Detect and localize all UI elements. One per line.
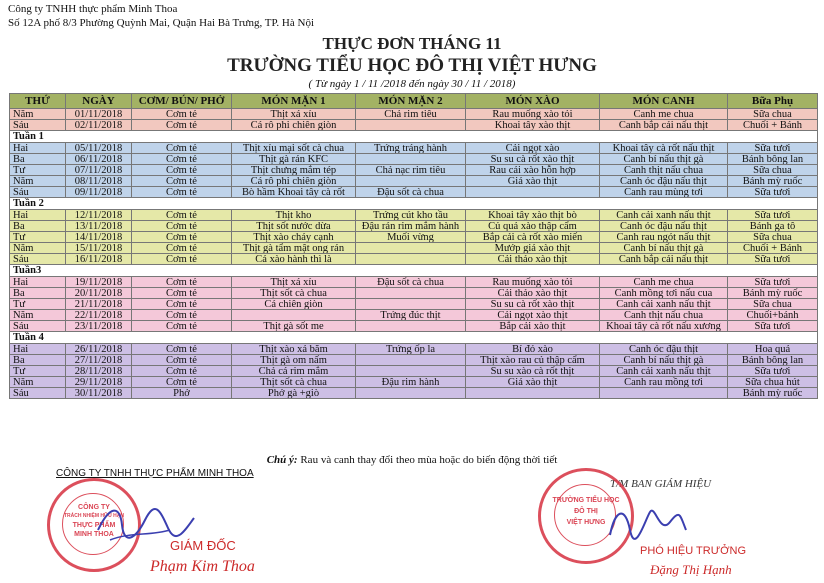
table-cell: 01/11/2018 [66, 109, 132, 120]
column-header: MÓN MẶN 1 [232, 94, 356, 109]
left-name: Phạm Kim Thoa [150, 558, 255, 575]
table-cell: Sữa tươi [728, 321, 818, 332]
table-row [10, 154, 818, 165]
table-cell: Canh me chua [600, 109, 728, 120]
table-cell: Cơm tẻ [132, 221, 232, 232]
table-cell: Năm [10, 176, 66, 187]
table-cell: Giá xào thịt [466, 377, 600, 388]
week-label: Tuần3 [10, 265, 818, 277]
table-cell: Canh thịt nấu chua [600, 310, 728, 321]
table-cell: Thịt gà rán KFC [232, 154, 356, 165]
table-cell: Ba [10, 154, 66, 165]
table-cell: Bò hầm Khoai tây cà rốt [232, 187, 356, 198]
table-cell: Cơm tẻ [132, 321, 232, 332]
table-cell: Canh rau mùng tơi [600, 187, 728, 198]
table-cell [356, 299, 466, 310]
table-cell: 20/11/2018 [66, 288, 132, 299]
column-header: NGÀY [66, 94, 132, 109]
table-cell: Năm [10, 310, 66, 321]
table-cell: Chuối + Bánh [728, 243, 818, 254]
column-header: Bữa Phụ [728, 94, 818, 109]
table-cell: Năm [10, 243, 66, 254]
table-cell: Rau cải xào hỗn hợp [466, 165, 600, 176]
table-cell: Tư [10, 232, 66, 243]
table-cell: 05/11/2018 [66, 143, 132, 154]
table-cell: Thịt xá xíu [232, 109, 356, 120]
table-header-row [10, 94, 818, 109]
table-cell [356, 254, 466, 265]
table-cell: Bắp cải xào thịt [466, 321, 600, 332]
table-cell: 08/11/2018 [66, 176, 132, 187]
table-cell: Trứng cút kho tầu [356, 210, 466, 221]
table-cell [356, 176, 466, 187]
table-cell: Hai [10, 277, 66, 288]
stamp-line: TRƯỜNG TIỂU HỌC [552, 497, 620, 504]
table-cell: Sữa chua [728, 109, 818, 120]
table-cell: Cơm tẻ [132, 344, 232, 355]
menu-title: THỰC ĐƠN THÁNG 11 [322, 34, 502, 53]
table-cell: Cải thảo xào thịt [466, 288, 600, 299]
table-row [10, 321, 818, 332]
table-cell: Mướp giá xào thịt [466, 243, 600, 254]
table-cell: Thịt kho [232, 210, 356, 221]
table-cell: Bánh mỳ ruốc [728, 288, 818, 299]
table-cell: Tư [10, 299, 66, 310]
table-cell: Thịt sốt nước dừa [232, 221, 356, 232]
stamp-line: CÔNG TY [78, 504, 110, 511]
table-cell: Chả rim tiêu [356, 109, 466, 120]
week-row [10, 131, 818, 143]
table-cell: Giá xào thịt [466, 176, 600, 187]
table-cell: 06/11/2018 [66, 154, 132, 165]
table-cell: Ba [10, 355, 66, 366]
table-cell: 29/11/2018 [66, 377, 132, 388]
table-cell: Bánh ga tô [728, 221, 818, 232]
week-row [10, 332, 818, 344]
table-cell: Khoai tây xào thịt bò [466, 210, 600, 221]
table-cell: Sáu [10, 321, 66, 332]
table-cell: Trứng tráng hành [356, 143, 466, 154]
table-cell: 28/11/2018 [66, 366, 132, 377]
table-cell: Hai [10, 210, 66, 221]
left-company-label: CÔNG TY TNHH THỰC PHẨM MINH THOA [56, 468, 254, 479]
note [0, 454, 824, 466]
table-cell: Su su cà rốt xào thịt [466, 154, 600, 165]
stamp-line: MINH THOA [74, 531, 114, 538]
table-cell: Thịt xá xíu [232, 277, 356, 288]
table-cell [356, 355, 466, 366]
table-cell: Sữa tươi [728, 277, 818, 288]
table-cell [466, 187, 600, 198]
table-cell: Muối vừng [356, 232, 466, 243]
table-cell: Khoai tây cà rốt nấu xương [600, 321, 728, 332]
table-cell: Cơm tẻ [132, 377, 232, 388]
date-range: ( Từ ngày 1 / 11 /2018 đến ngày 30 / 11 / 2018) [308, 78, 516, 90]
table-cell: Cơm tẻ [132, 176, 232, 187]
table-cell: 21/11/2018 [66, 299, 132, 310]
table-row [10, 210, 818, 221]
table-row [10, 165, 818, 176]
table-row [10, 366, 818, 377]
table-cell: Thịt chưng mắm tép [232, 165, 356, 176]
table-cell: Sáu [10, 187, 66, 198]
table-cell: Trứng đúc thịt [356, 310, 466, 321]
column-header: CƠM/ BÚN/ PHỞ [132, 94, 232, 109]
table-cell: 26/11/2018 [66, 344, 132, 355]
table-row [10, 221, 818, 232]
table-cell: Canh cải xanh nấu thịt [600, 299, 728, 310]
table-cell: Cơm tẻ [132, 120, 232, 131]
table-cell: Thịt sốt cà chua [232, 288, 356, 299]
column-header: MÓN XÀO [466, 94, 600, 109]
table-cell: 27/11/2018 [66, 355, 132, 366]
table-cell: Cơm tẻ [132, 187, 232, 198]
table-cell: Canh me chua [600, 277, 728, 288]
table-cell: Tư [10, 366, 66, 377]
table-cell: Năm [10, 109, 66, 120]
table-cell: Canh cải xanh nấu thịt [600, 210, 728, 221]
table-cell: Hai [10, 143, 66, 154]
table-row [10, 310, 818, 321]
table-cell: Thịt gà tẩm mật ong rán [232, 243, 356, 254]
table-cell: Sữa tươi [728, 254, 818, 265]
table-row [10, 288, 818, 299]
table-cell: Canh óc đậu nấu thịt [600, 221, 728, 232]
table-row [10, 243, 818, 254]
table-cell: Chả cá rim mắm [232, 366, 356, 377]
table-cell [356, 120, 466, 131]
table-cell: Cơm tẻ [132, 232, 232, 243]
table-cell [356, 388, 466, 399]
table-cell: Cơm tẻ [132, 310, 232, 321]
table-cell [356, 288, 466, 299]
table-cell [356, 321, 466, 332]
column-header: THỨ [10, 94, 66, 109]
week-row [10, 198, 818, 210]
table-cell: 13/11/2018 [66, 221, 132, 232]
table-cell: Cá rô phi chiên giòn [232, 176, 356, 187]
table-cell [356, 154, 466, 165]
table-row [10, 377, 818, 388]
table-cell: Chuối + Bánh [728, 120, 818, 131]
table-cell: Sữa chua hút [728, 377, 818, 388]
table-cell: Thịt xíu mại sốt cà chua [232, 143, 356, 154]
table-cell: Cá xào hành thì là [232, 254, 356, 265]
table-cell: Sữa tươi [728, 366, 818, 377]
week-label: Tuần 1 [10, 131, 818, 143]
table-cell: 23/11/2018 [66, 321, 132, 332]
stamp-line: THỰC PHẨM [72, 522, 116, 529]
table-cell: Thịt xào rau củ thập cẩm [466, 355, 600, 366]
table-cell: Đậu sốt cà chua [356, 277, 466, 288]
table-row [10, 277, 818, 288]
table-cell: Năm [10, 377, 66, 388]
table-cell: Sáu [10, 388, 66, 399]
table-cell: Canh rau mồng tơi [600, 377, 728, 388]
right-heading: T/M BAN GIÁM HIỆU [610, 478, 712, 490]
week-label: Tuần 4 [10, 332, 818, 344]
table-cell: Cơm tẻ [132, 277, 232, 288]
table-cell: Đậu rim hành [356, 377, 466, 388]
table-cell: Bánh bông lan [728, 154, 818, 165]
table-cell: Canh bắp cải nấu thịt [600, 254, 728, 265]
table-cell: Tư [10, 165, 66, 176]
table-cell: Bắp cải cà rốt xào miến [466, 232, 600, 243]
table-cell: Cơm tẻ [132, 165, 232, 176]
table-row [10, 254, 818, 265]
table-cell: Sữa tươi [728, 187, 818, 198]
table-cell: Su su cà rốt xào thịt [466, 299, 600, 310]
table-cell: Thịt gà om nấm [232, 355, 356, 366]
table-cell: 22/11/2018 [66, 310, 132, 321]
school-name: TRƯỜNG TIỂU HỌC ĐÔ THỊ VIỆT HƯNG [227, 55, 597, 76]
table-cell: Cơm tẻ [132, 243, 232, 254]
table-cell: Cải thảo xào thịt [466, 254, 600, 265]
table-cell: Trứng ốp la [356, 344, 466, 355]
table-cell [466, 388, 600, 399]
table-row [10, 143, 818, 154]
table-cell: Cơm tẻ [132, 254, 232, 265]
table-cell [232, 310, 356, 321]
table-row [10, 355, 818, 366]
note-text: Rau và canh thay đổi theo mùa hoặc do biến động thời tiết [300, 454, 558, 466]
table-cell: Cơm tẻ [132, 299, 232, 310]
week-label: Tuần 2 [10, 198, 818, 210]
table-cell: 19/11/2018 [66, 277, 132, 288]
table-row [10, 344, 818, 355]
table-row [10, 388, 818, 399]
right-name: Đặng Thị Hạnh [650, 562, 732, 577]
table-cell: Củ quả xào thập cẩm [466, 221, 600, 232]
table-cell: 02/11/2018 [66, 120, 132, 131]
table-cell: Su su xào cà rốt thịt [466, 366, 600, 377]
table-cell: Cơm tẻ [132, 210, 232, 221]
table-cell [600, 388, 728, 399]
table-cell: Canh mồng tơi nấu cua [600, 288, 728, 299]
table-row [10, 120, 818, 131]
table-cell: Khoai tây xào thịt [466, 120, 600, 131]
table-cell: Sữa chua [728, 299, 818, 310]
company-name: Công ty TNHH thực phẩm Minh Thoa [8, 3, 178, 15]
left-role: GIÁM ĐỐC [170, 538, 236, 553]
table-row [10, 232, 818, 243]
table-cell: Cải ngọt xào thịt [466, 310, 600, 321]
table-cell: Ba [10, 221, 66, 232]
table-cell: Bánh mỳ ruốc [728, 388, 818, 399]
table-cell: Bánh bông lan [728, 355, 818, 366]
table-cell: Ba [10, 288, 66, 299]
table-cell: 14/11/2018 [66, 232, 132, 243]
table-cell: Cơm tẻ [132, 366, 232, 377]
table-row [10, 176, 818, 187]
table-cell: Thịt gà sốt me [232, 321, 356, 332]
table-cell: 16/11/2018 [66, 254, 132, 265]
column-header: MÓN MẶN 2 [356, 94, 466, 109]
table-cell: Chuối+bánh [728, 310, 818, 321]
table-cell: Sữa chua [728, 232, 818, 243]
table-row [10, 299, 818, 310]
menu-table [9, 93, 818, 399]
table-cell: Canh bí nấu thịt gà [600, 355, 728, 366]
table-cell: Sữa tươi [728, 210, 818, 221]
table-cell: Thịt sốt cà chua [232, 377, 356, 388]
table-cell: Canh óc đậu nấu thịt [600, 176, 728, 187]
stamp-line: ĐÔ THỊ [574, 508, 598, 515]
table-cell: Thịt xào xả băm [232, 344, 356, 355]
table-cell: Sáu [10, 120, 66, 131]
table-cell: 09/11/2018 [66, 187, 132, 198]
table-cell: Canh cải xanh nấu thịt [600, 366, 728, 377]
table-cell: Canh bí nấu thịt gà [600, 243, 728, 254]
table-cell: 12/11/2018 [66, 210, 132, 221]
stamp-line: TRÁCH NHIỆM HỮU HẠN [64, 513, 124, 519]
table-cell: Hai [10, 344, 66, 355]
note-label: Chú ý: [266, 454, 298, 466]
table-cell: Rau muống xào tỏi [466, 109, 600, 120]
table-cell: Canh óc đậu thịt [600, 344, 728, 355]
table-cell: 30/11/2018 [66, 388, 132, 399]
table-cell: Cơm tẻ [132, 355, 232, 366]
table-cell [356, 366, 466, 377]
table-cell: Cá rô phi chiên giòn [232, 120, 356, 131]
table-cell: Cơm tẻ [132, 143, 232, 154]
table-cell: Đậu rán rim mắm hành [356, 221, 466, 232]
table-cell [356, 243, 466, 254]
table-cell: Cơm tẻ [132, 109, 232, 120]
column-header: MÓN CANH [600, 94, 728, 109]
table-cell: Cải ngọt xào [466, 143, 600, 154]
table-cell: Canh bắp cải nấu thịt [600, 120, 728, 131]
table-cell: Sáu [10, 254, 66, 265]
table-cell: Rau muống xào tỏi [466, 277, 600, 288]
table-cell: Canh rau ngót nấu thịt [600, 232, 728, 243]
table-cell: Chả nạc rim tiêu [356, 165, 466, 176]
table-cell: Cơm tẻ [132, 154, 232, 165]
company-address: Số 12A phố 8/3 Phường Quỳnh Mai, Quận Hai Bà Trưng, TP. Hà Nội [8, 17, 315, 29]
week-row [10, 265, 818, 277]
table-cell: Sữa chua [728, 165, 818, 176]
table-cell: Canh bí nấu thịt gà [600, 154, 728, 165]
table-row [10, 187, 818, 198]
stamp-line: VIỆT HƯNG [566, 519, 606, 526]
table-cell: Sữa tươi [728, 143, 818, 154]
table-cell: 07/11/2018 [66, 165, 132, 176]
table-cell: Khoai tây cà rốt nấu thịt [600, 143, 728, 154]
table-cell: Cá chiên giòn [232, 299, 356, 310]
table-cell: Hoa quả [728, 344, 818, 355]
table-cell: Cơm tẻ [132, 288, 232, 299]
table-cell: 15/11/2018 [66, 243, 132, 254]
vice-principal-signature [600, 500, 690, 545]
table-cell: Thịt xào cháy cạnh [232, 232, 356, 243]
table-cell: Đậu sốt cà chua [356, 187, 466, 198]
table-cell: Phở gà +giò [232, 388, 356, 399]
table-cell: Bánh mỳ ruốc [728, 176, 818, 187]
table-cell: Bí đỏ xào [466, 344, 600, 355]
table-cell: Canh thịt nấu chua [600, 165, 728, 176]
table-row [10, 109, 818, 120]
right-role: PHÓ HIỆU TRƯỞNG [640, 545, 747, 557]
table-cell: Phở [132, 388, 232, 399]
